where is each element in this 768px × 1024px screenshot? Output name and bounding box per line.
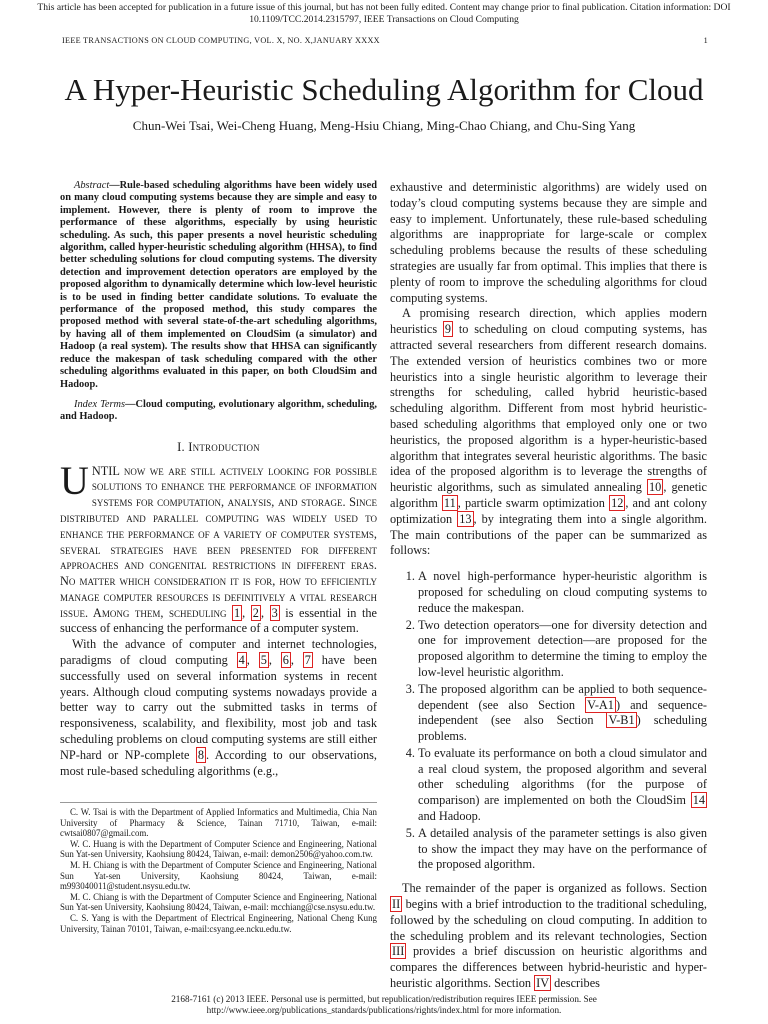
right-paragraph-2: [390, 306, 707, 559]
abstract: [60, 180, 377, 391]
index-terms-text: —Cloud computing, evolutionary algorithm, scheduling, and Hadoop.: [60, 398, 377, 423]
list-item: 2. Two detection operators—one for diversity detection and one for improvement detection—are proposed for the proposed algorithm to determine the timing to employ the low-level heuristic algorithm.: [418, 618, 707, 681]
body-text: and Hadoop.: [418, 809, 481, 824]
affiliation-footnotes: [60, 802, 377, 934]
abstract-text: —Rule-based scheduling algorithms have been widely used on many cloud computing systems because they are simple and easy to implement. However, there is plenty of room to improve the performance of these algorithms, especially by using heuristic scheduling. As such, this paper presents a novel heuristic scheduling algorithm, called hyper-heuristic scheduling algorithm (HHSA), to find better scheduling solutions for cloud computing systems. The diversity detection and improvement detection operators are employed by the proposed algorithm to dynamically determine which low-level heuristic is to be used in finding better candidate solutions. To evaluate the performance of the proposed method, this study compares the proposed method with several state-of-the-art scheduling algorithms, by having all of them implemented on CloudSim (a simulator) and Hadoop (a real system). The results show that HHSA can significantly reduce the makespan of task scheduling compared with the other scheduling algorithms evaluated in this paper, on both CloudSim and Hadoop.: [60, 180, 377, 390]
section-link[interactable]: II: [392, 897, 401, 912]
body-text: , by integrating them into a single algorithm. The main contributions of the paper can be summarized as follows:: [390, 511, 707, 558]
list-item: 5. A detailed analysis of the parameter settings is also given to show the impact they may have on the performance of the proposed algorithm.: [418, 826, 707, 873]
citation-link[interactable]: 2: [252, 605, 259, 620]
list-item: [418, 682, 707, 745]
footnote: C. S. Yang is with the Department of Electrical Engineering, National Cheng Kung University, Tainan 70101, Taiwan, e-mail:csyang.ee.ncku.edu.tw.: [60, 912, 377, 934]
right-paragraph-3: [390, 881, 707, 992]
body-text: ) and sequence-independent (see also Section: [418, 697, 707, 728]
intro-text: . According to our observations, most rule-based scheduling algorithms (e.g.,: [60, 747, 377, 778]
citation-link[interactable]: 6: [282, 653, 289, 668]
body-text: begins with a brief introduction to the traditional scheduling, followed by the scheduling on cloud computing. In addition to the scheduling problem and its relevant technologies, Section: [390, 897, 707, 943]
section-link[interactable]: V-A1: [587, 697, 614, 712]
body-text: provides a brief discussion on heuristic algorithms and compares the differences between hybrid-heuristic and hyper-heuristic algorithms. Section: [390, 944, 707, 991]
right-column: [390, 180, 707, 992]
body-text: describes: [551, 976, 600, 991]
footnote: C. W. Tsai is with the Department of Applied Informatics and Multimedia, Chia Nan University of Pharmacy & Science, Tainan 71710, Taiwan, e-mail: cwtsai0807@gmail.com.: [60, 807, 377, 839]
footnote: M. C. Chiang is with the Department of Computer Science and Engineering, National Sun Yat-sen University, Kaohsiung 80424, Taiwan, e-mail: mcchiang@cse.nsysu.edu.tw.: [60, 891, 377, 913]
intro-paragraph-1: UNTIL now we are still actively looking for possible solutions to enhance the performance of information systems for computation, analysis, and storage. Since distributed and parallel computing was widely used to enhance the performance of a variety of computer systems, several strategies have been presented for different approaches and congenital restrictions in different eras. No matter which consideration it is for, how to efficiently manage computer resources is definitively a vital research issue. Among them, scheduling 1 , 2 , 3 is essential in the success of enhancing the performance of a computer system.: [60, 457, 377, 636]
section-heading-introduction: [60, 440, 377, 456]
drop-cap: U: [60, 457, 89, 503]
body-text: to scheduling on cloud computing systems, has attracted several researchers from different research domains. The extended version of heuristics combines two or more heuristics into a single heuristic algorithm to leverage their strengths for scheduling, called hybrid heuristic-based scheduling algorithm. Different from most hybrid heuristic-based scheduling algorithms that employed only one or two heuristics, the proposed algorithm is a hyper-heuristic-based algorithm that integrates several heuristic algorithms. The basic idea of the proposed algorithm is to leverage the strengths of heuristic algorithms, such as simulated annealing: [390, 322, 707, 495]
section-number: I.: [177, 439, 189, 454]
citation-link[interactable]: 9: [444, 322, 452, 337]
body-text: , particle swarm optimization: [457, 495, 610, 510]
body-text: The remainder of the paper is organized as follows. Section: [402, 881, 707, 896]
section-link[interactable]: IV: [536, 976, 550, 991]
citation-link[interactable]: 3: [271, 605, 278, 620]
author-list: Chun-Wei Tsai, Wei-Cheng Huang, Meng-Hsiu Chiang, Ming-Chao Chiang, and Chu-Sing Yang: [132, 118, 636, 133]
citation-link[interactable]: 10: [649, 480, 662, 495]
citation-link[interactable]: 4: [238, 653, 245, 668]
section-link[interactable]: V-B1: [608, 713, 635, 728]
journal-info: IEEE TRANSACTIONS ON CLOUD COMPUTING, VOL. X, NO. X,JANUARY XXXX: [62, 36, 380, 45]
paper-title: A Hyper-Heuristic Scheduling Algorithm for Cloud: [64, 72, 704, 107]
citation-link[interactable]: 14: [692, 793, 705, 808]
citation-link[interactable]: 11: [443, 495, 456, 510]
body-text: To evaluate its performance on both a cloud simulator and a real cloud system, the proposed algorithm and several other scheduling algorithms (for the purpose of comparison) are implemented on both the CloudSim: [418, 745, 707, 808]
left-column: [60, 180, 377, 779]
section-link[interactable]: III: [392, 944, 405, 959]
body-text: The proposed algorithm can be applied to both sequence-dependent (see also Section: [418, 681, 707, 712]
citation-link[interactable]: 1: [234, 605, 241, 620]
section-title: Introduction: [188, 439, 260, 454]
footnote: W. C. Huang is with the Department of Computer Science and Engineering, National Sun Yat-sen University, Kaohsiung 80424, Taiwan, e-mail: demon2506@yahoo.com.tw.: [60, 838, 377, 860]
copyright-line: http://www.ieee.org/publications_standards/publications/rights/index.html for more information.: [206, 1005, 562, 1015]
body-text: , genetic algorithm: [390, 480, 708, 510]
list-item: 1. A novel high-performance hyper-heuristic algorithm is proposed for scheduling on cloud computing systems to reduce the makespan.: [418, 569, 707, 616]
running-head: [62, 36, 708, 45]
abstract-label: Abstract: [74, 180, 110, 191]
body-text: , and ant colony optimization: [390, 495, 707, 526]
intro-text: is essential in the success of enhancing the performance of a computer system.: [60, 605, 377, 636]
list-item: [418, 746, 707, 825]
citation-link[interactable]: 13: [459, 511, 472, 526]
body-text: A promising research direction, which applies modern heuristics: [390, 306, 707, 337]
citation-link[interactable]: 8: [197, 747, 205, 762]
copyright-notice: [0, 994, 768, 1016]
citation-link[interactable]: 5: [260, 653, 267, 668]
index-terms-label: Index Terms: [74, 398, 126, 410]
right-paragraph-1: exhaustive and deterministic algorithms) are widely used on today’s cloud computing systems because they are simple and easy to implement. Unfortunately, these rule-based scheduling algorithms are inappropriate for large-scale or complex scheduling problems because the results of these scheduling strategies are usually far from optimal. This implies that there is plenty of room to improve the scheduling algorithms for cloud computing systems.: [390, 180, 707, 305]
intro-text: NTIL now we are still actively looking for possible solutions to enhance the performance of information systems for computation, analysis, and storage. Since distributed and parallel computing was widely used to enhance the performance of a variety of computer systems, several strategies have been presented for different approaches and congenital restrictions in different eras. No matter which consideration it is for, how to efficiently manage computer resources is definitively a vital research issue. Among them, scheduling: [60, 463, 377, 620]
citation-link[interactable]: 12: [611, 495, 624, 510]
intro-text: With the advance of computer and internet technologies, paradigms of cloud computing: [60, 637, 377, 668]
citation-link[interactable]: 7: [304, 653, 311, 668]
body-text: ) scheduling problems.: [418, 713, 707, 744]
footnote: M. H. Chiang is with the Department of Computer Science and Engineering, National Sun Yat-sen University, Kaohsiung 80424, Taiwan, e-mail: m993040011@student.nsysu.edu.tw.: [60, 859, 377, 892]
contributions-list: [390, 569, 707, 873]
copyright-line: 2168-7161 (c) 2013 IEEE. Personal use is permitted, but republication/redistribution requires IEEE permission. See: [171, 994, 597, 1004]
publication-notice: This article has been accepted for publication in a future issue of this journal, but has not been fully edited. Content may change prior to final publication. Citation information: DOI 10.1109/TCC.2014.2315797, IEEE Transactions on Cloud Computing: [37, 2, 731, 25]
intro-paragraph-2: With the advance of computer and internet technologies, paradigms of cloud computing 4 , 5 , 6 , 7 have been successfully used on several information systems in recent years. Although cloud computing systems nowadays provide a better way to carry out the submitted tasks in terms of responsiveness, scalability, and flexibility, most job and task scheduling problems on cloud computing systems are still either NP-hard or NP-complete 8 . According to our observations, most rule-based scheduling algorithms (e.g.,: [60, 637, 377, 778]
intro-text: have been successfully used on several information systems in recent years. Although cloud computing systems nowadays provide a better way to carry out the submitted tasks in terms of responsiveness, scalability, and flexibility, most job and task scheduling problems on cloud computing systems are still either NP-hard or NP-complete: [60, 653, 377, 762]
index-terms: [60, 399, 377, 424]
page-number: 1: [703, 36, 708, 45]
